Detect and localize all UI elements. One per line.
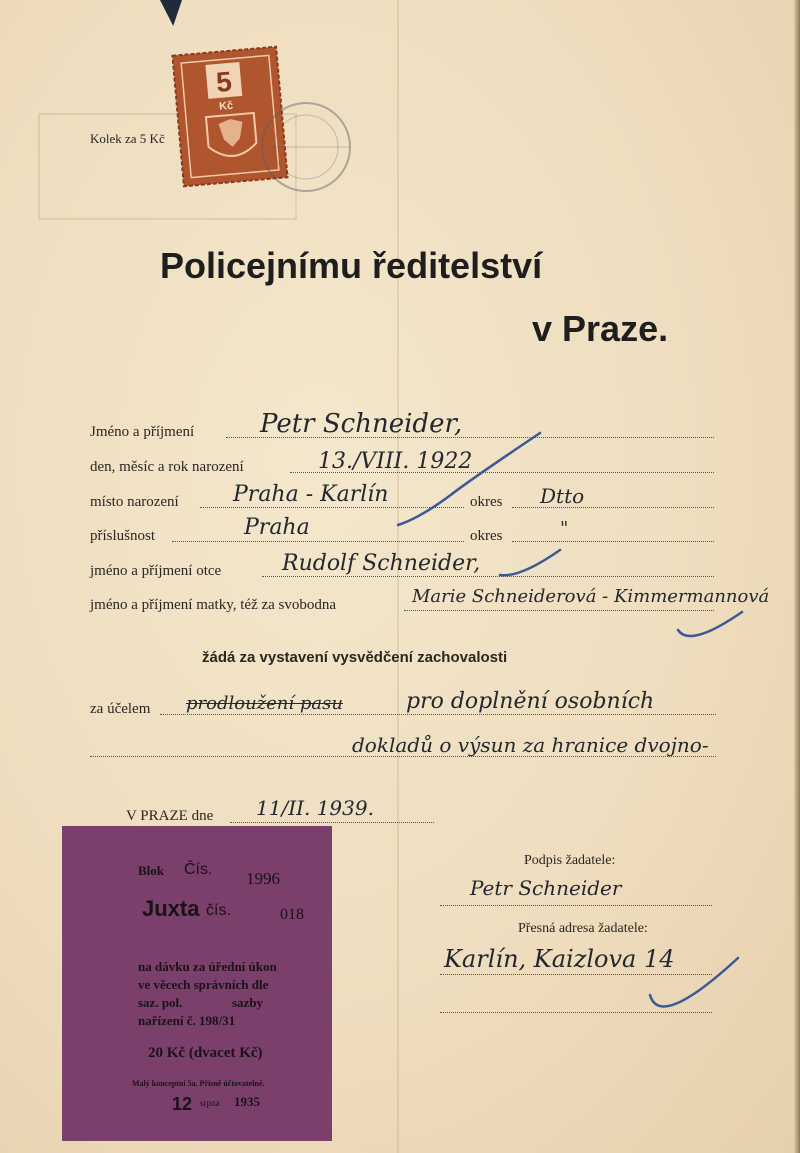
birthplace-label: místo narození [90, 494, 179, 510]
ticket-blok-label: Blok [138, 863, 165, 878]
ticket-stamp-month: srpna [200, 1098, 220, 1108]
ticket-blok-number: 1996 [246, 869, 280, 888]
address-label: Přesná adresa žadatele: [518, 921, 648, 936]
birth-label: den, měsíc a rok narození [90, 459, 244, 475]
ticket-juxta-label: Juxta [142, 896, 200, 921]
stamp-currency: Kč [218, 99, 234, 113]
purpose-text-line2: dokladů o výsun za hranice dvojno- [352, 733, 709, 757]
address-dotted-line2 [440, 1012, 712, 1013]
right-edge [794, 0, 800, 1153]
purpose-text-line1: pro doplnění osobních [406, 689, 655, 714]
ticket-stamp-year: 1935 [234, 1094, 260, 1109]
purpose-label: za účelem [90, 701, 151, 717]
purpose-struck-text: prodloužení pasu [186, 693, 343, 714]
mother-value: Marie Schneiderová - Kimmermannová [412, 586, 770, 607]
father-label: jméno a příjmení otce [90, 563, 222, 579]
district-value: Dtto [540, 484, 585, 508]
address-dotted-line [440, 974, 712, 975]
district2-dotted-line [512, 541, 714, 542]
fee-ticket [62, 826, 332, 1141]
father-value: Rudolf Schneider, [282, 551, 481, 576]
addressee-city: v Praze. [532, 308, 669, 349]
date-value: 11/II. 1939. [256, 796, 374, 820]
ticket-footer: Malý konceptní 5a. Přísně účtovatelné. [132, 1079, 265, 1088]
request-heading: žádá za vystavení vysvědčení zachovalosti [202, 649, 508, 666]
ticket-text3a: saz. pol. [138, 995, 183, 1010]
district2-value: " [560, 518, 569, 539]
corner-tear [160, 0, 182, 26]
ticket-text3b: sazby [232, 995, 264, 1010]
date-dotted-line [230, 822, 434, 823]
ticket-text4: nařízení č. 198/31 [138, 1013, 236, 1028]
signature-dotted-line [440, 905, 712, 906]
signature-label: Podpis žadatele: [524, 853, 616, 868]
ticket-stamp-day: 12 [172, 1094, 193, 1114]
name-value: Petr Schneider, [260, 409, 463, 439]
mother-label: jméno a příjmení matky, též za svobodna [90, 597, 337, 613]
mother-dotted-line [404, 610, 714, 611]
ticket-amount: 20 Kč (dvacet Kč) [148, 1045, 263, 1061]
birthplace-value: Praha - Karlín [233, 482, 389, 507]
domicile-label: příslušnost [90, 528, 156, 544]
revenue-stamp-label: Kolek za 5 Kč [90, 131, 165, 146]
ticket-text1: na dávku za úřední úkon [138, 959, 277, 974]
purpose-dotted-line [160, 714, 716, 715]
ticket-text2: ve věcech správních dle [138, 977, 269, 992]
ticket-juxta-number: 018 [280, 906, 304, 923]
domicile-value: Praha [244, 515, 310, 540]
birthplace-dotted-line [200, 507, 464, 508]
domicile-dotted-line [172, 541, 464, 542]
birth-value: 13./VIII. 1922 [318, 449, 473, 474]
postmark [242, 97, 370, 197]
ticket-cis-label1: Čís. [184, 861, 213, 878]
father-dotted-line [262, 576, 714, 577]
signature-value: Petr Schneider [470, 876, 622, 900]
district2-label: okres [470, 528, 503, 544]
name-label: Jméno a příjmení [90, 424, 195, 440]
district-label: okres [470, 494, 503, 510]
stamp-denomination: 5 [214, 65, 234, 99]
date-label: V PRAZE dne [126, 808, 214, 824]
address-value: Karlín, Kaizlova 14 [444, 945, 675, 973]
addressee-heading: Policejnímu ředitelství [160, 245, 543, 286]
ticket-cis-label2: čís. [206, 902, 231, 919]
